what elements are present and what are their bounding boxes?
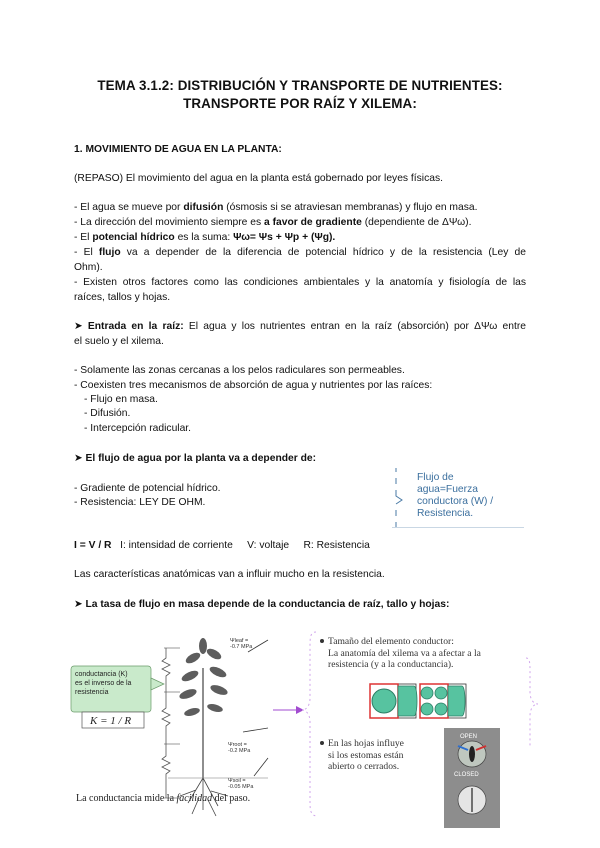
box-line: resistencia: [75, 689, 109, 696]
bullet-dot: [320, 741, 324, 745]
text: - La dirección del movimiento siempre es: [74, 217, 264, 228]
arrow-icon: ➤: [74, 321, 83, 332]
ohm-formula: [74, 539, 370, 553]
entrada-paragraph: [74, 320, 526, 334]
bullet-factors-cont: raíces, tallos y hojas.: [74, 292, 171, 303]
open-label: OPEN: [460, 734, 478, 740]
entrada-item: - Solamente las zonas cercanas a los pelos radiculares son permeables.: [74, 365, 405, 376]
text: - El agua se mueve por: [74, 202, 184, 213]
box-line: es el inverso de la: [75, 680, 132, 687]
section-heading: 1. MOVIMIENTO DE AGUA EN LA PLANTA:: [74, 144, 282, 155]
conductance-formula: K = 1 / R: [90, 715, 132, 727]
formula: I = V / R: [74, 540, 112, 551]
entrada-subitem: - Flujo en masa.: [84, 394, 158, 405]
psi-label: Ψleaf =: [230, 638, 249, 644]
text: es la suma:: [174, 232, 234, 243]
panel-line: resistencia (y a la conductancia).: [328, 659, 454, 670]
arrow-icon: [243, 728, 268, 732]
entrada-subitem: - Difusión.: [84, 408, 131, 419]
bold-term: Entrada en la raíz:: [87, 321, 184, 332]
text: I: intensidad de corriente: [120, 540, 233, 551]
stomata-note: [328, 738, 404, 773]
psi-label: Ψsoil =: [228, 778, 246, 784]
text: - El: [74, 232, 93, 243]
psi-label: -0.2 MPa: [228, 748, 251, 754]
xylem-vessel: [398, 686, 417, 716]
xylem-vessel-small: [421, 687, 433, 699]
bullet-water-potential: [74, 231, 335, 245]
figure-caption: [76, 793, 250, 804]
entrada-subitem: - Intercepción radicular.: [84, 423, 192, 434]
panel-line: Tamaño del elemento conductor:: [328, 636, 454, 647]
box-line: conductancia (K): [75, 671, 128, 678]
text: va a depender de la diferencia de potencial hídrico y de la resistencia (Ley de: [120, 247, 526, 258]
bold-term: flujo: [98, 247, 121, 258]
text: (dependiente de ΔΨω).: [361, 217, 472, 228]
page-title: TEMA 3.1.2: DISTRIBUCIÓN Y TRANSPORTE DE NUTRIENTES:: [97, 78, 503, 93]
text: La conductancia mide la: [76, 793, 177, 804]
closed-label: CLOSED: [454, 772, 479, 778]
pointer-icon: [151, 678, 164, 690]
panel-line: En las hojas influye: [328, 738, 404, 749]
xylem-vessel-small: [421, 703, 433, 715]
entrada-cont: el suelo y el xilema.: [74, 336, 164, 347]
callout-line: Flujo de: [417, 472, 454, 483]
bold-term: difusión: [183, 202, 224, 213]
anatomy-paragraph: Las características anatómicas van a influir mucho en la resistencia.: [74, 569, 385, 580]
left-brace-icon: [302, 632, 318, 816]
resistor-chain: [162, 648, 170, 798]
bullet-flow-cont: Ohm).: [74, 262, 103, 273]
arrow-icon: [254, 758, 268, 776]
panel-line: La anatomía del xilema va a afectar a la: [328, 647, 481, 659]
right-brace-icon: [526, 658, 538, 748]
bullet-flow: [74, 246, 526, 260]
panel-line: si los estomas están: [328, 749, 404, 761]
bold-term: a favor de gradiente: [264, 217, 362, 228]
text: del paso.: [212, 793, 251, 804]
callout-line: Resistencia.: [417, 508, 474, 519]
psi-label: Ψroot =: [228, 742, 247, 748]
panel-line: abierto o cerrados.: [328, 761, 400, 772]
tasa-heading: ➤ La tasa de flujo en masa depende de la conductancia de raíz, tallo y hojas:: [74, 599, 450, 610]
text: R: Resistencia: [303, 540, 370, 551]
bullet-dot: [320, 639, 324, 643]
callout-line: conductora (W) /: [417, 496, 494, 507]
bullet-direction: [74, 216, 471, 230]
text: V: voltaje: [247, 540, 290, 551]
bullet-factors: - Existen otros factores como las condiciones ambientales y la anatomía y fisiología de las: [74, 277, 526, 288]
xylem-vessel-small: [435, 687, 447, 699]
intro-paragraph: (REPASO) El movimiento del agua en la planta está gobernado por leyes físicas.: [74, 173, 443, 184]
psi-label: -0.7 MPa: [230, 644, 253, 650]
stoma-pore: [469, 746, 475, 762]
text: El agua y los nutrientes entran en la raíz (absorción) por ΔΨω entre: [183, 321, 526, 332]
xylem-vessel-small: [435, 703, 447, 715]
callout-underline: [392, 527, 524, 528]
entrada-item: - Coexisten tres mecanismos de absorción de agua y nutrientes por las raíces:: [74, 380, 433, 391]
italic-term: facilidad: [176, 793, 213, 804]
psi-label: -0.05 MPa: [228, 784, 254, 790]
page-subtitle: TRANSPORTE POR RAÍZ Y XILEMA:: [183, 96, 417, 111]
flujo-heading: ➤ El flujo de agua por la planta va a depender de:: [74, 453, 317, 464]
ohm-callout: [417, 472, 527, 520]
flujo-item: - Resistencia: LEY DE OHM.: [74, 497, 206, 508]
xylem-note: [328, 636, 481, 671]
text: (ósmosis si se atraviesan membranas) y flujo en masa.: [223, 202, 478, 213]
xylem-vessel: [448, 686, 465, 716]
formula: Ψω= Ψs + Ψp + (Ψg).: [233, 232, 336, 243]
callout-line: agua=Fuerza: [417, 484, 478, 495]
bullet-diffusion: [74, 201, 477, 215]
bold-term: potencial hídrico: [92, 232, 175, 243]
xylem-vessel-large: [372, 689, 396, 713]
flujo-item: - Gradiente de potencial hídrico.: [74, 483, 221, 494]
text: - El: [74, 247, 99, 258]
